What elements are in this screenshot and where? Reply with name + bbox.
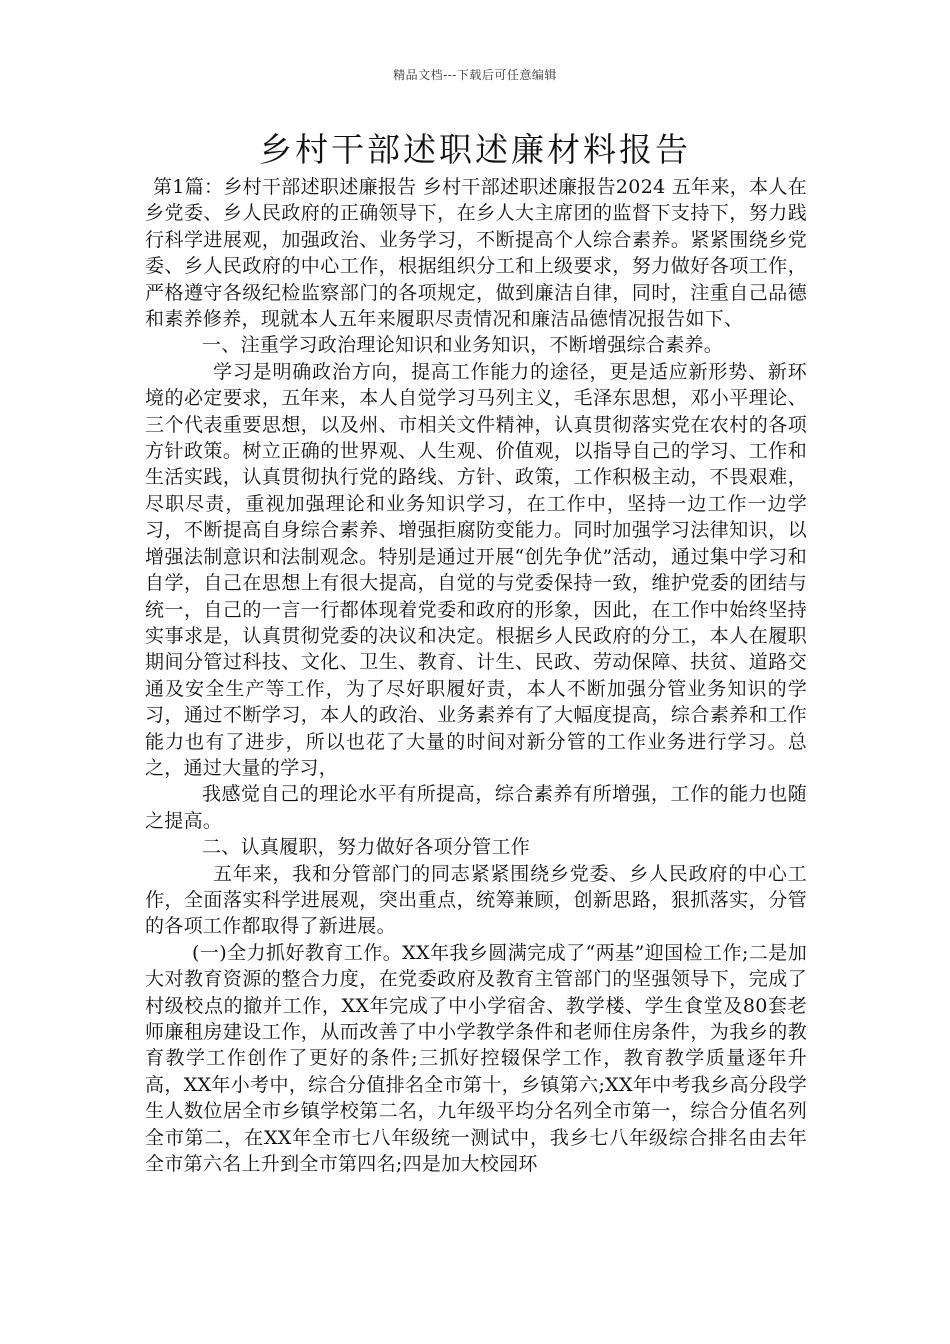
paragraph-education: (一)全力抓好教育工作。XX年我乡圆满完成了“两基”迎国检工作;二是加大对教育资源的整合力度，在党委政府及教育主管部门的坚强领导下，完成了村级校点的撤并工作，XX年完成了中小学宿舍、教学楼、学生食堂及80套老师廉租房建设工作，从而改善了中小学教学条件和老师住房条件，为我乡的教育教学工作创作了更好的条件;三抓好控辍保学工作，教育教学质量逐年升高，XX年小考中，综合分值排名全市第十，乡镇第六;XX年中考我乡高分段学生人数位居全市乡镇学校第二名，九年级平均分名列全市第一，综合分值名列全市第二，在XX年全市七八年级统一测试中，我乡七八年级综合排名由去年全市第六名上升到全市第四名;四是加大校园环 — [145, 941, 807, 1176]
document-title: 乡村干部述职述廉材料报告 — [259, 130, 691, 169]
paragraph-intro: 第1篇：乡村干部述职述廉报告 乡村干部述职述廉报告2024 五年来，本人在乡党委、乡人民政府的正确领导下，在乡人大主席团的监督下支持下，努力践行科学进展观，加强政治、业务学习，不断提高个人综合素养。紧紧围绕乡党委、乡人民政府的中心工作，根据组织分工和上级要求，努力做好各项工作，严格遵守各级纪检监察部门的各项规定，做到廉洁自律，同时，注重自己品德和素养修养，现就本人五年来履职尽责情况和廉洁品德情况报告如下、 — [145, 176, 807, 331]
document-body — [145, 174, 807, 1177]
paragraph-study: 学习是明确政治方向，提高工作能力的途径，更是适应新形势、新环境的必定要求，五年来，本人自觉学习马列主义，毛泽东思想，邓小平理论、三个代表重要思想，以及州、市相关文件精神，认真贯彻落实党在农村的各项方针政策。树立正确的世界观、人生观、价值观，以指导自己的学习、工作和生活实践，认真贯彻执行党的路线、方针、政策，工作积极主动，不畏艰难，尽职尽责，重视加强理论和业务知识学习，在工作中，坚持一边工作一边学习，不断提高自身综合素养、增强拒腐防变能力。同时加强学习法律知识，以增强法制意识和法制观念。特别是通过开展“创先争优”活动，通过集中学习和自学，自己在思想上有很大提高，自觉的与党委保持一致，维护党委的团结与统一，自己的一言一行都体现着党委和政府的形象，因此，在工作中始终坚持实事求是，认真贯彻党委的决议和决定。根据乡人民政府的分工，本人在履职期间分管过科技、文化、卫生、教育、计生、民政、劳动保障、扶贫、道路交通及安全生产等工作，为了尽好职履好责，本人不断加强分管业务知识的学习，通过不断学习，本人的政治、业务素养有了大幅度提高，综合素养和工作能力也有了进步，所以也花了大量的时间对新分管的工作业务进行学习。总之，通过大量的学习， — [145, 360, 807, 779]
section-heading-1: 一、注重学习政治理论知识和业务知识，不断增强综合素养。 — [202, 334, 724, 357]
header-note: 精品文档---下载后可任意编辑 — [393, 68, 557, 82]
paragraph-duties: 五年来，我和分管部门的同志紧紧围绕乡党委、乡人民政府的中心工作，全面落实科学进展观，突出重点，统筹兼顾，创新思路，狠抓落实，分管的各项工作都取得了新进展。 — [145, 862, 807, 938]
section-heading-2: 二、认真履职，努力做好各项分管工作 — [202, 836, 531, 859]
paragraph-study-conclusion: 我感觉自己的理论水平有所提高，综合素养有所增强，工作的能力也随之提高。 — [145, 783, 807, 832]
